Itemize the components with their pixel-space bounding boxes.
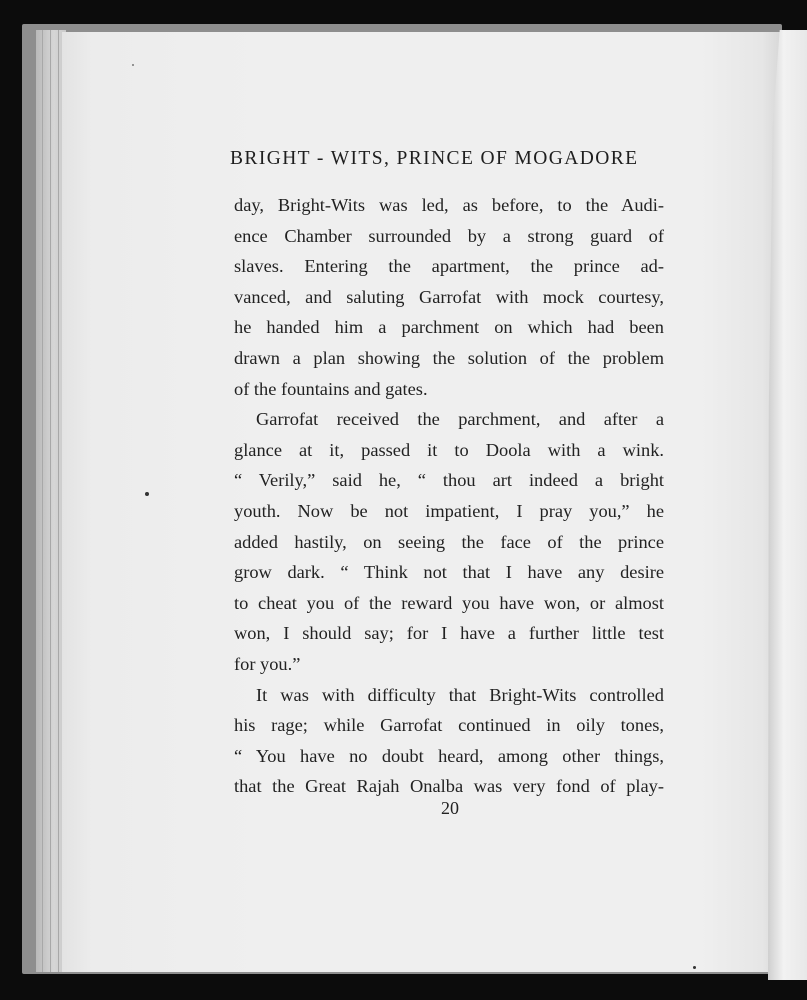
- text-line: slaves. Entering the apartment, the prince ad-: [234, 256, 664, 277]
- text-line: It was with difficulty that Bright-Wits controlled: [256, 684, 664, 705]
- page-number: 20: [441, 798, 459, 818]
- running-head: BRIGHT - WITS, PRINCE OF MOGADORE: [230, 148, 639, 169]
- text-line: glance at it, passed it to Doola with a wink.: [234, 439, 664, 460]
- text-line: youth. Now be not impatient, I pray you,” he: [234, 500, 664, 521]
- text-line: that the Great Rajah Onalba was very fond of play-: [234, 776, 664, 797]
- text-line: of the fountains and gates.: [234, 378, 428, 399]
- text-line: he handed him a parchment on which had been: [234, 317, 664, 338]
- text-line: day, Bright-Wits was led, as before, to the Audi-: [234, 195, 664, 215]
- text-line: Garrofat received the parchment, and after a: [256, 409, 664, 430]
- text-line: grow dark. “ Think not that I have any desire: [234, 562, 664, 583]
- body-text: [234, 190, 664, 802]
- text-line: vanced, and saluting Garrofat with mock courtesy,: [234, 286, 664, 307]
- text-line: his rage; while Garrofat continued in oily tones,: [234, 715, 664, 736]
- text-line: for you.”: [234, 653, 301, 674]
- text-line: “ Verily,” said he, “ thou art indeed a bright: [234, 470, 664, 491]
- text-line: to cheat you of the reward you have won, or almost: [234, 592, 664, 613]
- text-line: “ You have no doubt heard, among other things,: [234, 745, 664, 766]
- text-line: added hastily, on seeing the face of the prince: [234, 531, 664, 552]
- text-line: won, I should say; for I have a further little test: [234, 623, 664, 644]
- right-page-leaf: [768, 30, 807, 980]
- text-line: drawn a plan showing the solution of the problem: [234, 347, 664, 368]
- text-line: ence Chamber surrounded by a strong guard of: [234, 225, 664, 246]
